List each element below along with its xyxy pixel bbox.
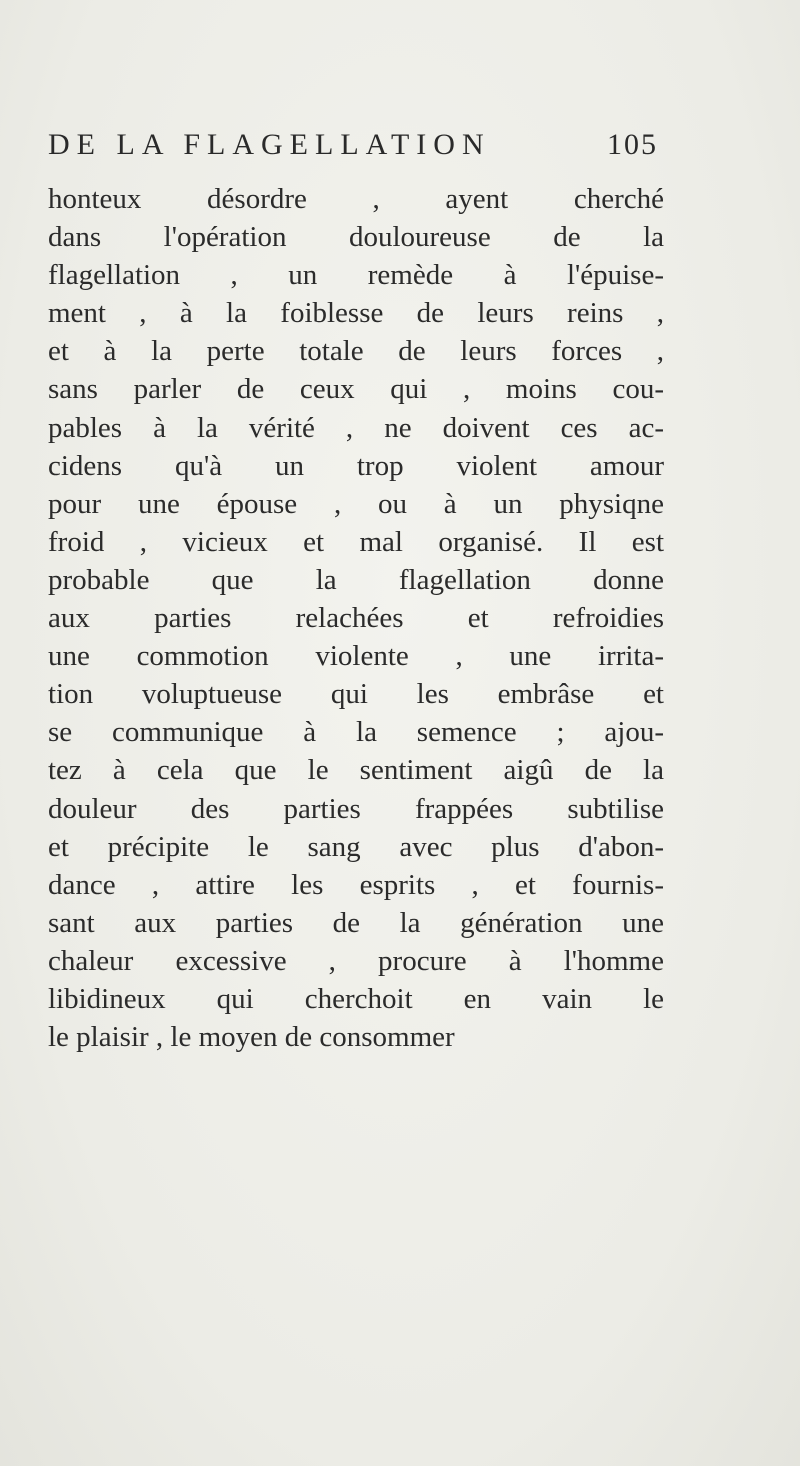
text-line: aux parties relachées et refroidies <box>48 602 664 635</box>
text-line: flagellation , un remède à l'épuise- <box>48 259 664 292</box>
text-line: libidineux qui cherchoit en vain le <box>48 982 664 1015</box>
page-number: 105 <box>607 128 658 161</box>
running-head <box>48 128 658 172</box>
text-line: tion voluptueuse qui les embrâse et <box>48 678 664 711</box>
text-line: probable que la flagellation donne <box>48 563 664 596</box>
text-line: une commotion violente , une irrita- <box>48 640 664 673</box>
text-line: dance , attire les esprits , et fournis- <box>48 868 664 901</box>
text-line: pables à la vérité , ne doivent ces ac- <box>48 411 664 444</box>
text-line: pour une épouse , ou à un physiqne <box>48 487 664 520</box>
text-line: ment , à la foiblesse de leurs reins , <box>48 297 664 330</box>
text-line: sant aux parties de la génération une <box>48 906 664 939</box>
text-line: se communique à la semence ; ajou- <box>48 716 664 749</box>
text-line: froid , vicieux et mal organisé. Il est <box>48 525 664 558</box>
text-line: chaleur excessive , procure à l'homme <box>48 944 664 977</box>
text-line: honteux désordre , ayent cherché <box>48 183 664 215</box>
text-line: cidens qu'à un trop violent amour <box>48 449 664 482</box>
text-line: le plaisir , le moyen de consommer <box>48 1021 455 1054</box>
running-title: DE LA FLAGELLATION <box>48 128 491 161</box>
text-line: douleur des parties frappées subtilise <box>48 792 664 825</box>
text-line: et à la perte totale de leurs forces , <box>48 335 664 368</box>
text-line: dans l'opération douloureuse de la <box>48 221 664 254</box>
text-line: sans parler de ceux qui , moins cou- <box>48 373 664 406</box>
text-line: tez à cela que le sentiment aigû de la <box>48 754 664 787</box>
text-line: et précipite le sang avec plus d'abon- <box>48 830 664 863</box>
body-text <box>48 180 664 1056</box>
